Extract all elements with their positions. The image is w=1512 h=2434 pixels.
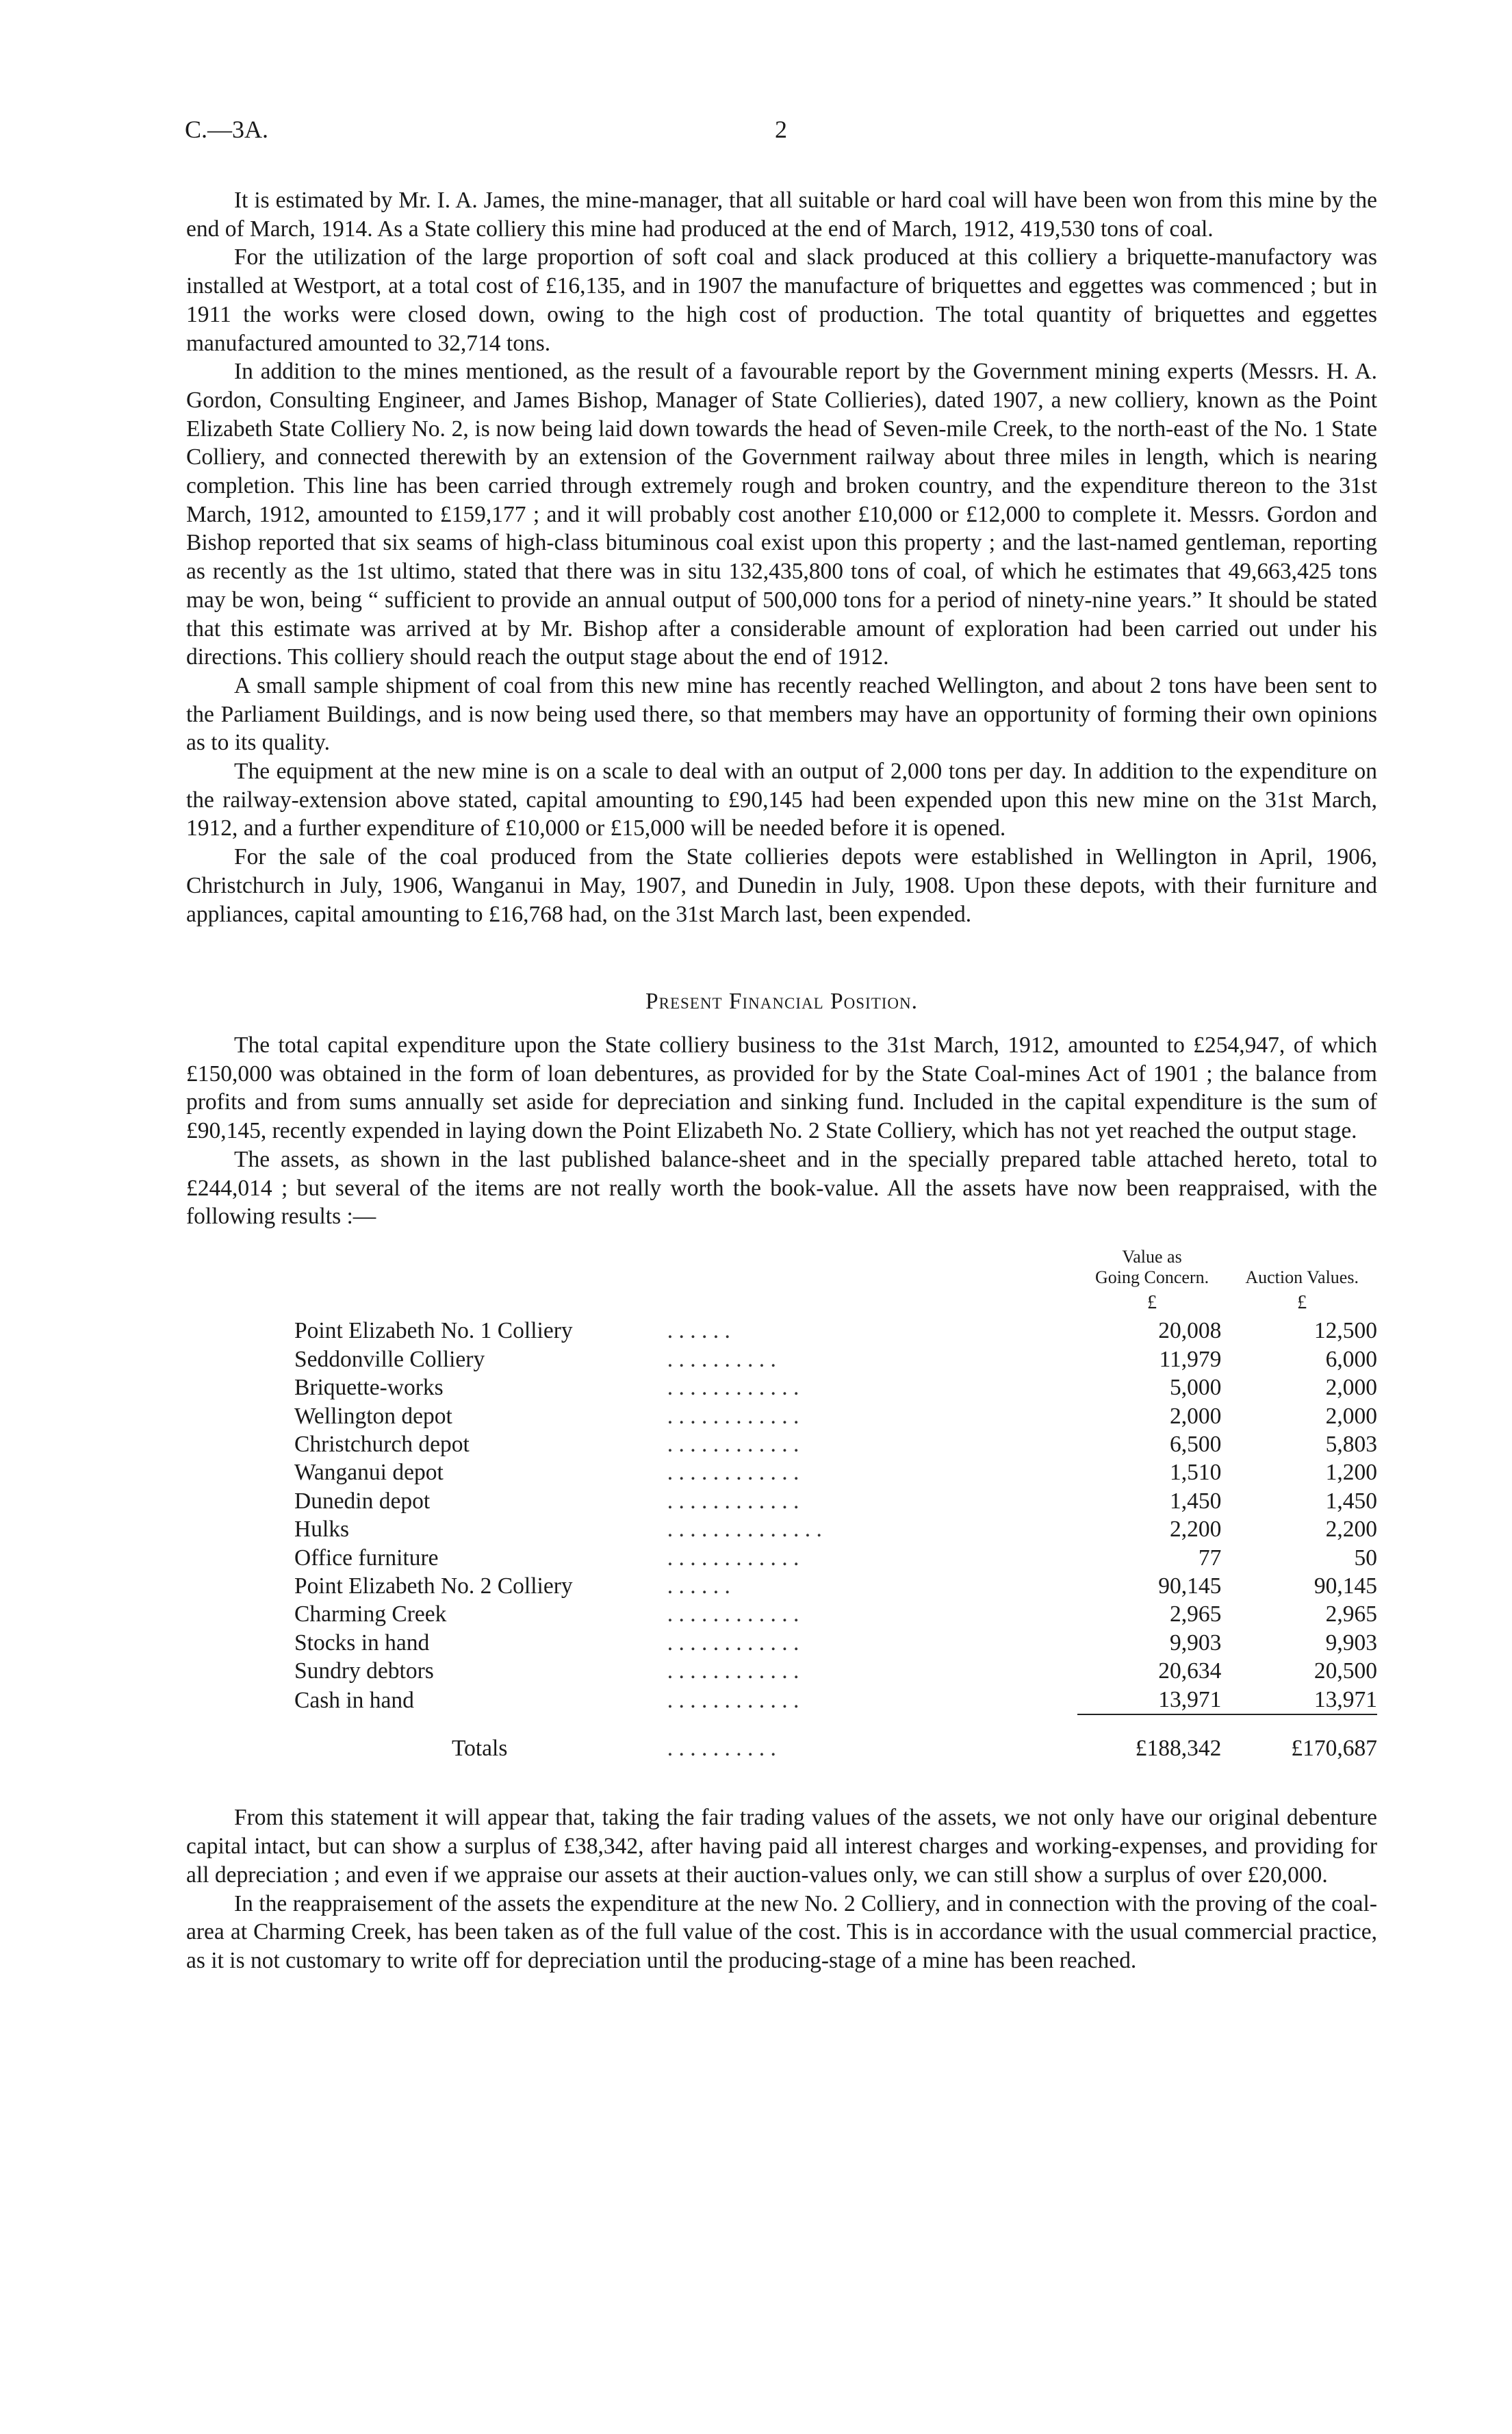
leader-dots: . . . . . . . . . . . .: [667, 1488, 799, 1514]
leader-dots: . . . . . .: [667, 1573, 730, 1599]
going-concern-value: 13,971: [1158, 1686, 1222, 1712]
leader-dots: . . . . . . . . . . . . . .: [667, 1517, 822, 1543]
leader-dots: . . . . . . . . . . . .: [667, 1658, 799, 1684]
totals-dots: . . . . . . . . . .: [667, 1736, 776, 1761]
table-row: [294, 1572, 1377, 1600]
asset-name: Wanganui depot: [294, 1460, 444, 1486]
page-number: 2: [775, 116, 787, 143]
table-row: [294, 1544, 1377, 1572]
paragraph: The total capital expenditure upon the State colliery business to the 31st March, 1912, amounted to £254,947, of which £150,000 was obtained in the form of loan debentures, as provided for by the State Coal-mines Act of 1901 ; the balance from profits and from sums annually set aside for depreciation and sinking fund. Included in the capital expenditure is the sum of £90,145, recently expended in laying down the Point Elizabeth No. 2 State Colliery, which has not yet reached the output stage.: [186, 1032, 1377, 1144]
document-reference: C.—3A.: [185, 116, 269, 143]
leader-dots: . . . . . . . . . . . .: [667, 1687, 799, 1713]
going-concern-value: 6,500: [1169, 1431, 1222, 1457]
asset-name: Charming Creek: [294, 1601, 447, 1627]
section-heading: Present Financial Position.: [645, 989, 919, 1015]
auction-value: 2,200: [1325, 1517, 1377, 1543]
paragraph: A small sample shipment of coal from this new mine has recently reached Wellington, and about 2 tons have been sent to the Parliament Buildings, and is now being used there, so that members may have an opportunity of forming their own opinions as to its quality.: [186, 672, 1377, 756]
asset-name: Sundry debtors: [294, 1658, 434, 1684]
asset-name: Cash in hand: [294, 1687, 414, 1713]
table-row: [294, 1430, 1377, 1458]
totals-label: Totals: [452, 1736, 508, 1761]
auction-value: 13,971: [1314, 1686, 1377, 1712]
page-header: [185, 115, 1327, 156]
paragraph: In addition to the mines mentioned, as the result of a favourable report by the Government mining experts (Messrs. H. A. Gordon, Consulting Engineer, and James Bishop, Manager of State Collieries), dated 1907, a new colliery, known as the Point Elizabeth State Colliery No. 2, is now being laid down towards the head of Seven-mile Creek, to the north-east of the No. 1 State Colliery, and connected therewith by an extension of the Government railway about three miles in length, which is nearing completion. This line has been carried through extremely rough and broken country, and the expenditure thereon to the 31st March, 1912, amounted to £159,177 ; and it will probably cost another £10,000 or £12,000 to complete it. Messrs. Gordon and Bishop reported that six seams of high-class bituminous coal exist upon this property ; and the last-named gentleman, reporting as recently as the 1st ultimo, stated that there was in situ 132,435,800 tons of coal, of which he estimates that 49,663,425 tons may be won, being “ sufficient to provide an annual output of 500,000 tons for a period of ninety-nine years.” It should be stated that this estimate was arrived at by Mr. Bishop after a considerable amount of exploration had been carried out under his directions. This colliery should reach the output stage about the end of 1912.: [186, 359, 1377, 670]
leader-dots: . . . . . . . . . . . .: [667, 1630, 799, 1656]
auction-value: 9,903: [1325, 1630, 1377, 1656]
currency-row: [294, 1289, 1377, 1317]
asset-name: Wellington depot: [294, 1403, 452, 1429]
going-concern-value: 1,510: [1169, 1460, 1222, 1486]
assets-table: [294, 1246, 1377, 1763]
going-concern-value: 1,450: [1169, 1488, 1222, 1514]
auction-value: 2,965: [1325, 1601, 1377, 1627]
auction-value: 12,500: [1314, 1318, 1377, 1344]
document-body: [186, 186, 1377, 1975]
going-concern-value: 2,200: [1169, 1517, 1222, 1543]
going-concern-value: 77: [1198, 1545, 1222, 1571]
leader-dots: . . . . . . . . . . . .: [667, 1545, 799, 1571]
leader-dots: . . . . . . . . . . . .: [667, 1375, 799, 1401]
asset-name: Seddonville Colliery: [294, 1346, 485, 1372]
asset-name: Point Elizabeth No. 1 Colliery: [294, 1318, 573, 1344]
auction-value: 6,000: [1325, 1346, 1377, 1372]
auction-value: 20,500: [1314, 1658, 1377, 1684]
going-concern-value: 11,979: [1159, 1346, 1222, 1372]
totals-value: £188,342: [1077, 1714, 1227, 1762]
auction-currency: £: [1297, 1291, 1307, 1313]
asset-name: Dunedin depot: [294, 1488, 431, 1514]
going-concern-value: 9,903: [1169, 1630, 1222, 1656]
totals-row: [294, 1714, 1377, 1762]
paragraph: For the sale of the coal produced from the State collieries depots were established in Wellington in April, 1906, Christchurch in July, 1906, Wanganui in May, 1907, and Dunedin in July, 1908. Upon these depots, with their furniture and appliances, capital amounting to £16,768 had, on the 31st March last, been expended.: [186, 844, 1377, 927]
value-currency: £: [1147, 1291, 1157, 1313]
table-row: [294, 1515, 1377, 1543]
going-concern-value: 2,000: [1169, 1403, 1222, 1429]
auction-value: 5,803: [1325, 1431, 1377, 1457]
table-row: [294, 1317, 1377, 1345]
paragraph: The equipment at the new mine is on a scale to deal with an output of 2,000 tons per day. In addition to the expenditure on the railway-extension above stated, capital amounting to £90,145 had been expended upon this new mine on the 31st March, 1912, and a further expenditure of £10,000 or £15,000 will be needed before it is opened.: [186, 759, 1377, 841]
going-concern-value: 20,634: [1158, 1658, 1222, 1684]
asset-name: Hulks: [294, 1517, 350, 1543]
leader-dots: . . . . . . . . . .: [667, 1346, 776, 1372]
leader-dots: . . . . . . . . . . . .: [667, 1601, 799, 1627]
going-concern-value: 2,965: [1169, 1601, 1222, 1627]
asset-name: Christchurch depot: [294, 1431, 470, 1457]
value-header-line-2: Going Concern.: [1094, 1267, 1209, 1287]
table-row: [294, 1373, 1377, 1402]
going-concern-value: 20,008: [1158, 1318, 1222, 1344]
table-header-row: [294, 1246, 1377, 1289]
table-row: [294, 1600, 1377, 1628]
going-concern-value: 90,145: [1158, 1573, 1222, 1599]
auction-column-header: Auction Values.: [1245, 1267, 1359, 1287]
auction-value: 1,200: [1325, 1460, 1377, 1486]
leader-dots: . . . . . .: [667, 1318, 730, 1344]
leader-dots: . . . . . . . . . . . .: [667, 1431, 799, 1457]
asset-name: Office furniture: [294, 1545, 439, 1571]
going-concern-value: 5,000: [1169, 1375, 1222, 1401]
table-row: [294, 1686, 1377, 1714]
auction-value: 90,145: [1314, 1573, 1377, 1599]
auction-value: 50: [1354, 1545, 1377, 1571]
totals-auction: £170,687: [1227, 1714, 1377, 1762]
paragraph: It is estimated by Mr. I. A. James, the mine-manager, that all suitable or hard coal will have been won from this mine by the end of March, 1914. As a State colliery this mine had produced at the end of March, 1912, 419,530 tons of coal.: [186, 188, 1377, 242]
auction-value: 2,000: [1325, 1403, 1377, 1429]
asset-name: Stocks in hand: [294, 1630, 430, 1656]
table-row: [294, 1345, 1377, 1373]
asset-name: Point Elizabeth No. 2 Colliery: [294, 1573, 573, 1599]
table-row: [294, 1657, 1377, 1685]
value-column-header: [1077, 1246, 1227, 1289]
paragraph: From this statement it will appear that, taking the fair trading values of the assets, we not only have our original debenture capital intact, but can show a surplus of £38,342, after having paid all interest charges and working-expenses, and providing for all depreciation ; and even if we appraise our assets at their auction-values only, we can still show a surplus of over £20,000.: [186, 1805, 1377, 1888]
table-row: [294, 1487, 1377, 1515]
paragraph: In the reappraisement of the assets the expenditure at the new No. 2 Colliery, and in connection with the proving of the coal-area at Charming Creek, has been taken as of the full value of the cost. This is in accordance with the usual commercial practice, as it is not customary to write off for depreciation until the producing-stage of a mine has been reached.: [186, 1890, 1377, 1973]
paragraph: The assets, as shown in the last published balance-sheet and in the specially prepared table attached hereto, total to £244,014 ; but several of the items are not really worth the book-value. All the assets have now been reappraised, with the following results :—: [186, 1146, 1377, 1230]
auction-value: 2,000: [1325, 1375, 1377, 1401]
value-header-line-1: Value as: [1122, 1246, 1182, 1267]
table-row: [294, 1629, 1377, 1657]
leader-dots: . . . . . . . . . . . .: [667, 1460, 799, 1486]
table-row: [294, 1458, 1377, 1486]
leader-dots: . . . . . . . . . . . .: [667, 1403, 799, 1429]
table-row: [294, 1402, 1377, 1430]
asset-name: Briquette-works: [294, 1375, 444, 1401]
auction-value: 1,450: [1325, 1488, 1377, 1514]
paragraph: For the utilization of the large proportion of soft coal and slack produced at this colliery a briquette-manufactory was installed at Westport, at a total cost of £16,135, and in 1907 the manufacture of briquettes and eggettes was commenced ; but in 1911 the works were closed down, owing to the high cost of production. The total quantity of briquettes and eggettes manufactured amounted to 32,714 tons.: [186, 244, 1377, 356]
